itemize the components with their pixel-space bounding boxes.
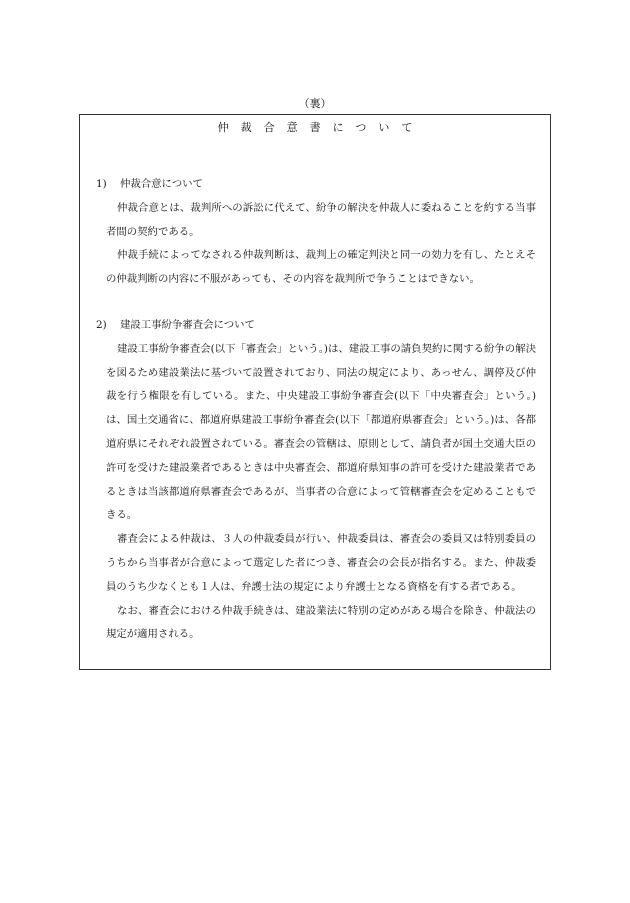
paragraph: 建設工事紛争審査会(以下「審査会」という。)は、建設工事の請負契約に関する紛争の解決を図るため建設業法に基づいて設置されており、同法の規定により、あっせん、調停及び仲裁を行う権限を有している。また、中央建設工事紛争審査会(以下「中央審査会」という。)は、国土交通省に、都道府県建設工事紛争審査会(以下「都道府県審査会」という。)は、各都道府県にそれぞれ設置されている。審査会の管轄は、原則として、請負者が国土交通大臣の許可を受けた建設業者であるときは中央審査会、都道府県知事の許可を受けた建設業者であるときは当該都道府県審査会であるが、当事者の合意によって管轄審査会を定めることもできる。 <box>106 342 536 522</box>
section-arbitration-agreement <box>96 173 536 292</box>
page-side-label: （裏） <box>298 97 332 110</box>
paragraph: なお、審査会における仲裁手続きは、建設業法に特別の定めがある場合を除き、仲裁法の規定が適用される。 <box>106 604 536 641</box>
section-heading-text: 建設工事紛争審査会について <box>120 319 255 331</box>
section-heading <box>96 314 536 338</box>
document-title: 仲裁合意書について <box>217 121 425 134</box>
paragraph: 仲裁合意とは、裁判所への訴訟に代えて、紛争の解決を仲裁人に委ねることを約する当事者間の契約である。 <box>106 201 536 238</box>
paragraph: 審査会による仲裁は、３人の仲裁委員が行い、仲裁委員は、審査会の委員又は特別委員のうちから当事者が合意によって選定した者につき、審査会の会長が指名する。また、仲裁委員のうち少なくとも１人は、弁護士法の規定により弁護士となる資格を有する者である。 <box>106 533 536 593</box>
section-heading-text: 仲裁合意について <box>120 178 203 190</box>
section-number: 1) <box>96 178 107 190</box>
section-number: 2) <box>96 319 107 331</box>
paragraph: 仲裁手続によってなされる仲裁判断は、裁判上の確定判決と同一の効力を有し、たとえその仲裁判断の内容に不服があっても、その内容を裁判所で争うことはできない。 <box>106 249 536 286</box>
section-dispute-review-board <box>96 314 536 647</box>
document-frame <box>79 114 551 670</box>
section-heading <box>96 173 536 197</box>
